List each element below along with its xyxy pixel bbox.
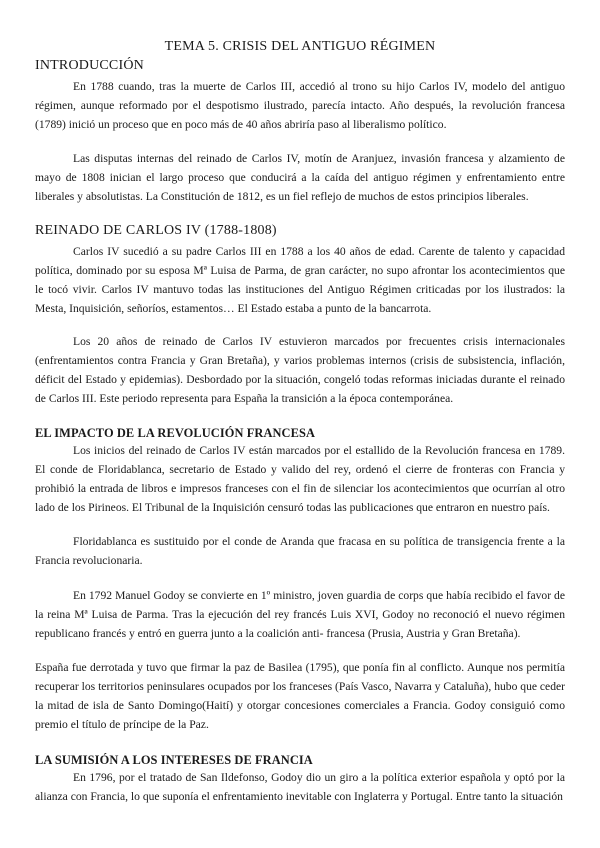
section-heading-revolucion-francesa: EL IMPACTO DE LA REVOLUCIÓN FRANCESA <box>35 426 315 440</box>
paragraph: Los 20 años de reinado de Carlos IV estuvieron marcados por frecuentes crisis internacionales (enfrentamientos contra Francia y Gran Bretaña), y varios problemas internos (crisis de subsistencia, inflación, déficit del Estado y epidemias). Desbordado por la situación, congeló todas reformas iniciadas durante el reinado de Carlos III. Este periodo representa para España la transición a la época contemporánea. <box>35 335 565 405</box>
paragraph: Los inicios del reinado de Carlos IV están marcados por el estallido de la Revolución francesa en 1789. El conde de Floridablanca, secretario de Estado y valido del rey, ordenó el cierre de fronteras con Francia y prohibió la entrada de libros e impresos franceses con el fin de silenciar los acontecimientos que ocurrían al otro lado de los Pirineos. El Tribunal de la Inquisición censuró todas las publicaciones que entraron en nuestro país. <box>35 444 565 514</box>
paragraph: En 1792 Manuel Godoy se convierte en 1º ministro, joven guardia de corps que había recibido el favor de la reina Mª Luisa de Parma. Tras la ejecución del rey francés Luis XVI, Godoy no reconoció el nuevo régimen republicano francés y entró en guerra junto a la coalición anti- francesa (Prusia, Austria y Gran Bretaña). <box>35 589 565 640</box>
paragraph: Carlos IV sucedió a su padre Carlos III en 1788 a los 40 años de edad. Carente de talento y capacidad política, dominado por su esposa Mª Luisa de Parma, de gran carácter, no supo afrontar los acontecimientos que le tocó vivir. Carlos IV mantuvo todas las instituciones del Antiguo Régimen criticadas por los ilustrados: la Mesta, Inquisición, señoríos, estamentos… El Estado estaba a punto de la bancarrota. <box>35 245 565 315</box>
document-title: TEMA 5. CRISIS DEL ANTIGUO RÉGIMEN <box>164 39 436 54</box>
paragraph: En 1788 cuando, tras la muerte de Carlos III, accedió al trono su hijo Carlos IV, modelo del antiguo régimen, aunque reformado por el despotismo ilustrado, parecía intacto. Año después, la revolución francesa (1789) inició un proceso que en poco más de 40 años abriría paso al liberalismo político. <box>35 80 565 131</box>
section-heading-sumision-francia: LA SUMISIÓN A LOS INTERESES DE FRANCIA <box>35 753 313 767</box>
paragraph: Floridablanca es sustituido por el conde de Aranda que fracasa en su política de transigencia frente a la Francia revolucionaria. <box>35 535 565 567</box>
paragraph: Las disputas internas del reinado de Carlos IV, motín de Aranjuez, invasión francesa y alzamiento de mayo de 1808 inician el largo proceso que conducirá a la caída del antiguo régimen y enfrentamiento entre liberales y absolutistas. La Constitución de 1812, es un fiel reflejo de muchos de estos principios liberales. <box>35 152 565 203</box>
section-heading-reinado-carlos-iv: REINADO DE CARLOS IV (1788-1808) <box>35 223 277 238</box>
paragraph: España fue derrotada y tuvo que firmar la paz de Basilea (1795), que ponía fin al conflicto. Aunque nos permitía recuperar los territorios peninsulares ocupados por los franceses (País Vasco, Navarra y Cataluña), hubo que ceder la mitad de isla de Santo Domingo(Haití) y otorgar concesiones comerciales a Francia. Godoy consiguió como premio el título de príncipe de la Paz. <box>35 661 566 731</box>
section-heading-introduccion: INTRODUCCIÓN <box>35 58 144 73</box>
paragraph: En 1796, por el tratado de San Ildefonso, Godoy dio un giro a la política exterior española y optó por la alianza con Francia, lo que suponía el enfrentamiento inevitable con Inglaterra y Portugal. Entre tanto la situación <box>35 771 565 803</box>
